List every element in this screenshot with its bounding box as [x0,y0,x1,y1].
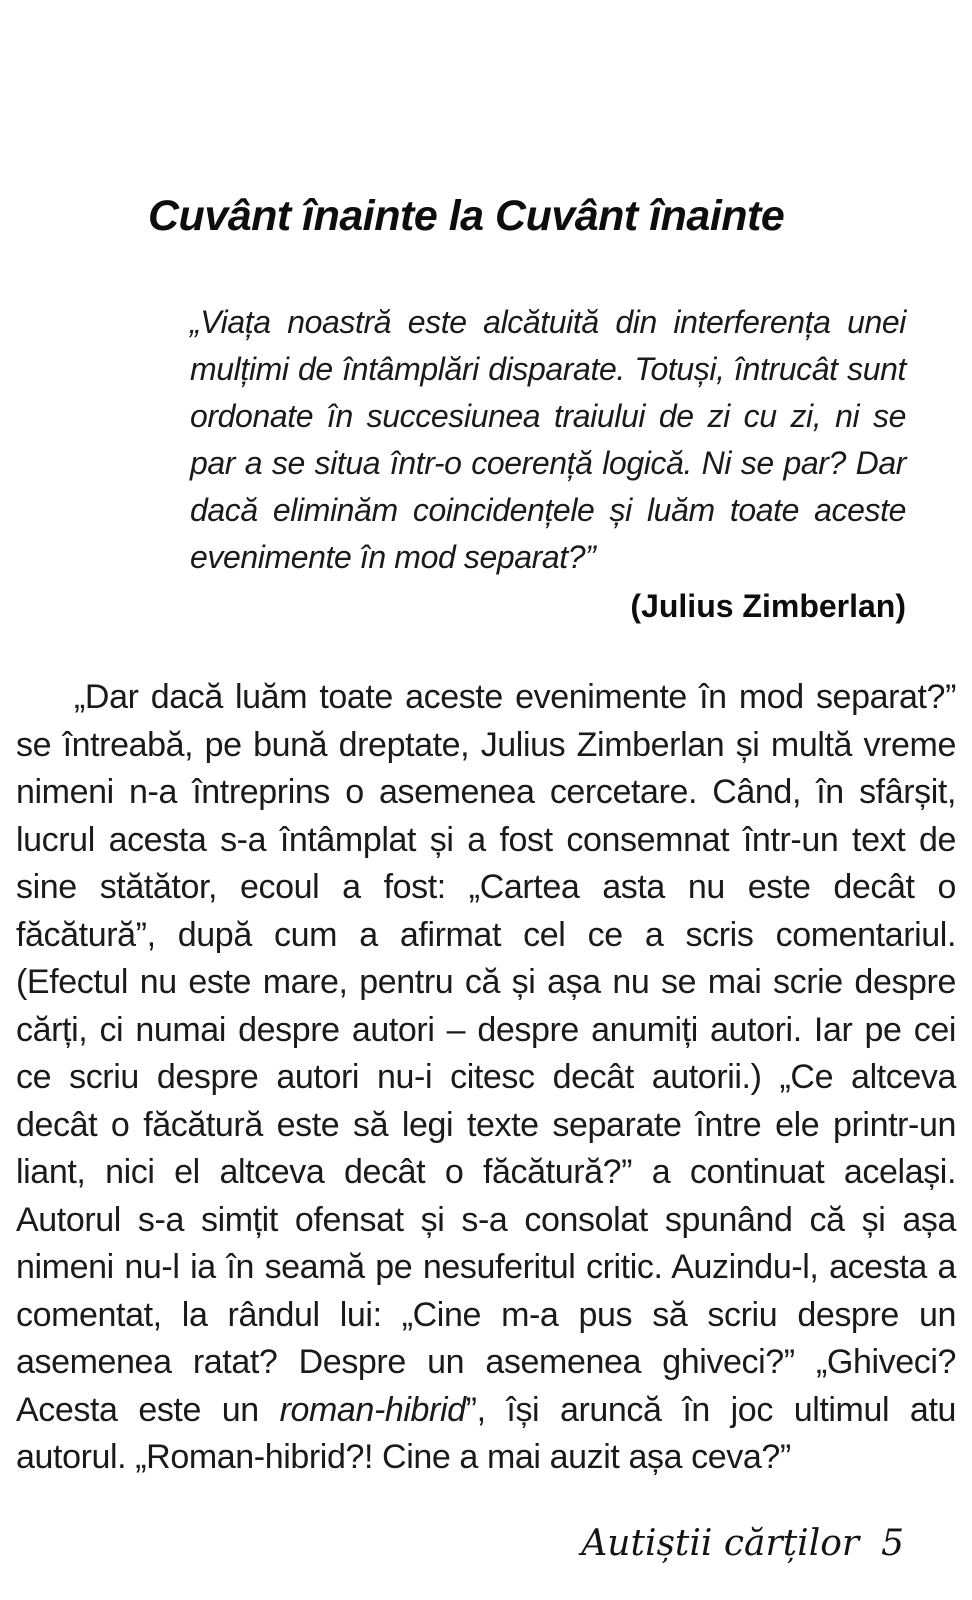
body-paragraph [16,674,956,1482]
epigraph [190,299,906,630]
body-text-part1: „Dar dacă luăm toate aceste evenimente în mod separat?” se întreabă, pe bună dreptate, Julius Zimberlan și multă vreme nimeni n-a întreprins o asemenea cercetare. Când, în sfârșit, lucrul acesta s-a întâmplat și a fost consemnat într-un text de sine stătător, ecoul a fost: „Cartea asta nu este decât o făcătură”, după cum a afirmat cel ce a scris comentariul. (Efectul nu este mare, pentru că și așa nu se mai scrie despre cărți, ci numai despre autori – despre anumiți autori. Iar pe cei ce scriu despre autori nu-i citesc decât autorii.) „Ce altceva decât o făcătură este să legi texte separate între ele printr-un liant, nici el altceva decât o făcătură?” a continuat același. Autorul s-a simțit ofensat și s-a consolat spunând că și așa nimeni nu-l ia în seamă pe nesuferitul critic. Auzindu-l, acesta a comentat, la rândul lui: „Cine m-a pus să scriu despre un asemenea ratat? Despre un asemenea ghiveci?” „Ghiveci? Acesta este un [16,678,956,1429]
epigraph-text: „Viața noastră este alcătuită din interferența unei mulțimi de întâmplări disparate. Totuși, întrucât sunt ordonate în succesiunea traiului de zi cu zi, ni se par a se situa într-o coerență logică. Ni se par? Dar dacă eliminăm coincidențele și luăm toate aceste evenimente în mod separat?” [190,304,906,575]
body-text-part2: ”, își aruncă în joc ultimul atu autorul. „Roman-hibrid?! Cine a mai auzit așa ceva?” [16,1390,956,1476]
italic-term: roman-hibrid [279,1390,466,1429]
footer-page-number: 5 [881,1523,904,1564]
epigraph-attribution: (Julius Zimberlan) [630,588,906,624]
footer-book-title: Autiștii cărților [581,1523,860,1564]
page-footer [581,1523,904,1564]
page-title: Cuvânt înainte la Cuvânt înainte [148,192,785,240]
